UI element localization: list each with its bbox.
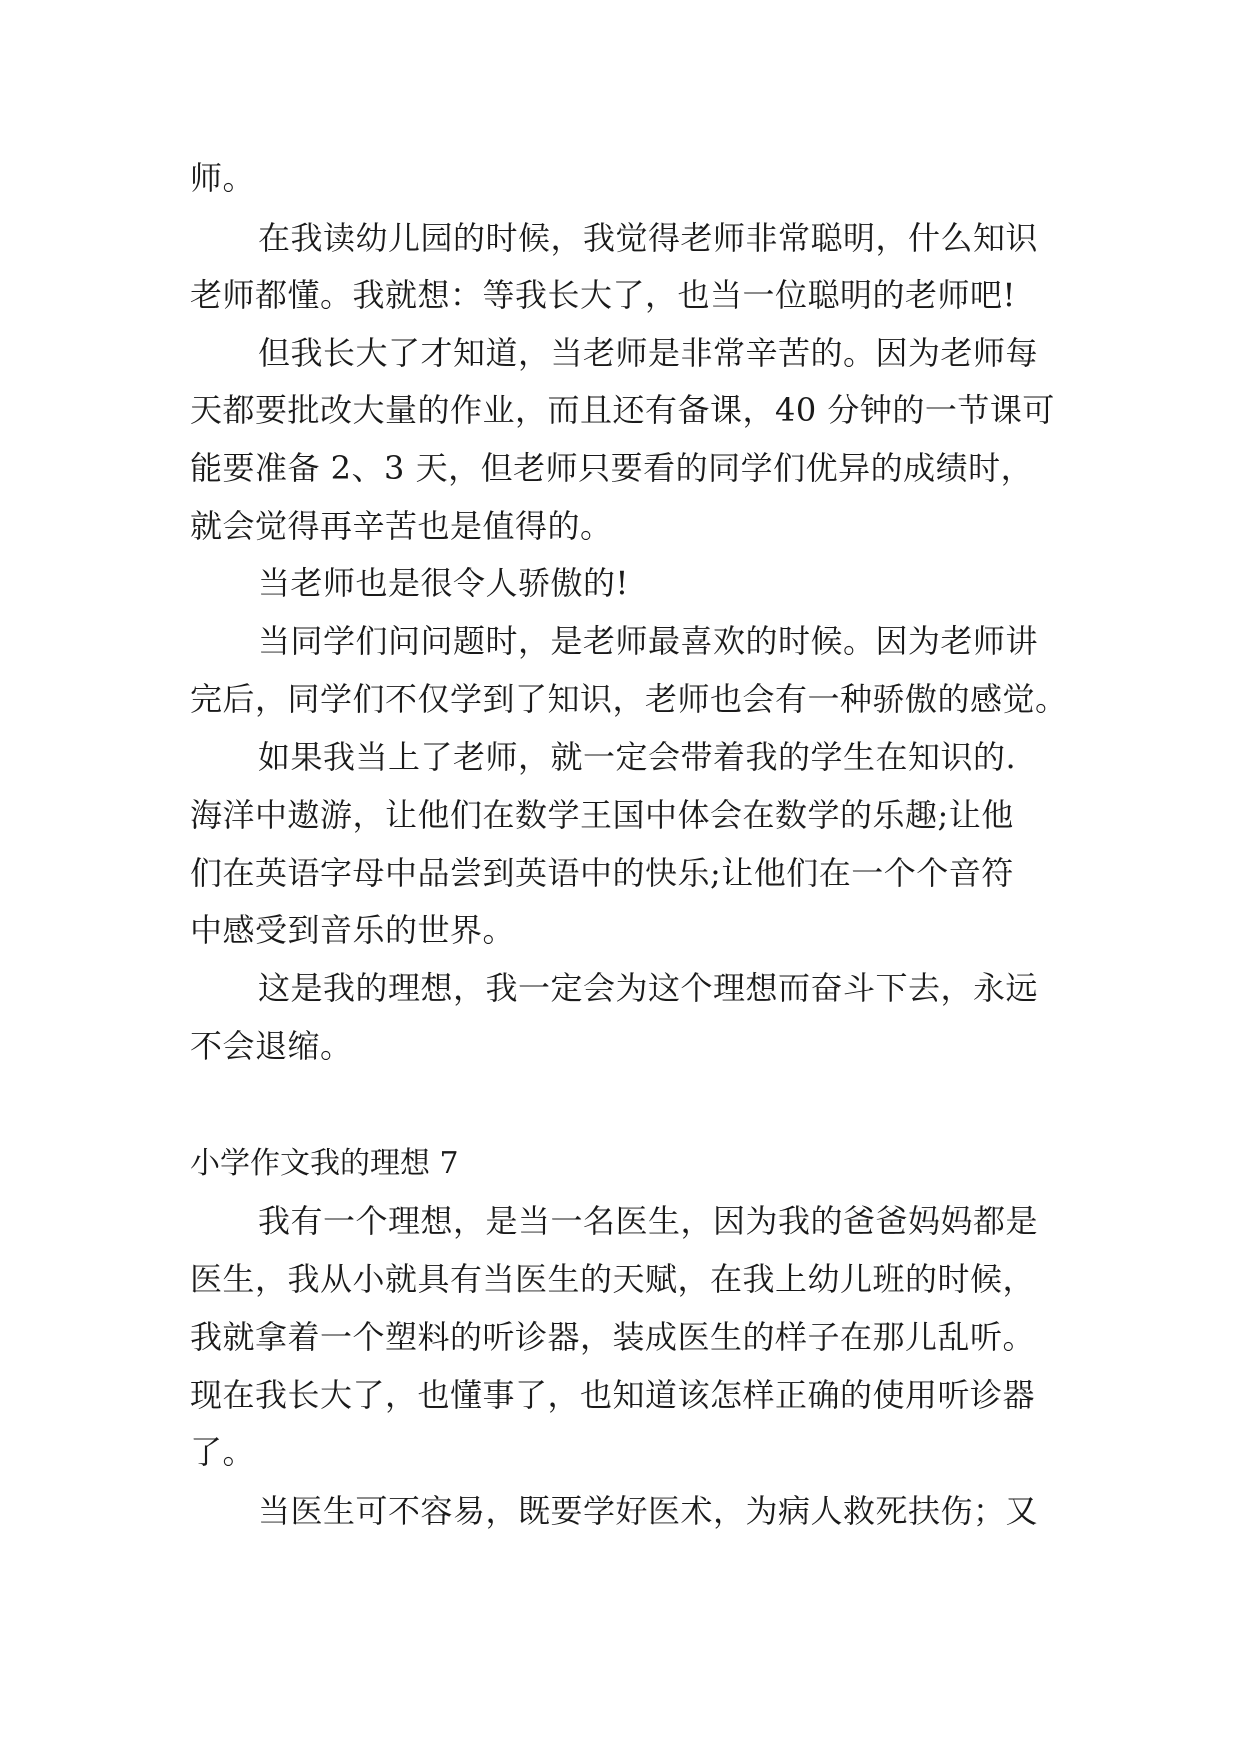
paragraph-line: 我有一个理想，是当一名医生，因为我的爸爸妈妈都是 xyxy=(258,1202,1039,1240)
text-line: 现在我长大了，也懂事了，也知道该怎样正确的使用听诊器 xyxy=(190,1376,1036,1414)
document-page xyxy=(190,0,1068,1754)
text-line: 中感受到音乐的世界。 xyxy=(190,911,516,949)
text-line: 能要准备 2、3 天，但老师只要看的同学们优异的成绩时， xyxy=(190,449,1034,487)
paragraph-line: 如果我当上了老师，就一定会带着我的学生在知识的. xyxy=(258,738,1017,776)
paragraph-line: 当老师也是很令人骄傲的! xyxy=(258,564,629,602)
text-line: 天都要批改大量的作业，而且还有备课，40 分钟的一节课可 xyxy=(190,391,1055,429)
text-line: 了。 xyxy=(190,1433,256,1471)
text-line: 不会退缩。 xyxy=(190,1027,353,1065)
text-line: 医生，我从小就具有当医生的天赋，在我上幼儿班的时候， xyxy=(190,1260,1036,1298)
text-line: 海洋中遨游，让他们在数学王国中体会在数学的乐趣;让他 xyxy=(190,796,1014,834)
text-line: 完后，同学们不仅学到了知识，老师也会有一种骄傲的感觉。 xyxy=(190,680,1068,718)
section-heading: 小学作文我的理想 7 xyxy=(190,1146,459,1181)
paragraph-line: 但我长大了才知道，当老师是非常辛苦的。因为老师每 xyxy=(258,334,1039,372)
paragraph-line: 在我读幼儿园的时候，我觉得老师非常聪明，什么知识 xyxy=(258,219,1039,257)
text-line: 们在英语字母中品尝到英语中的快乐;让他们在一个个音符 xyxy=(190,854,1014,892)
paragraph-line: 当同学们问问题时，是老师最喜欢的时候。因为老师讲 xyxy=(258,622,1039,660)
text-line: 老师都懂。我就想：等我长大了，也当一位聪明的老师吧! xyxy=(190,276,1016,314)
paragraph-line: 当医生可不容易，既要学好医术，为病人救死扶伤；又 xyxy=(258,1492,1039,1530)
text-line: 我就拿着一个塑料的听诊器，装成医生的样子在那儿乱听。 xyxy=(190,1318,1036,1356)
text-line: 就会觉得再辛苦也是值得的。 xyxy=(190,507,613,545)
text-line: 师。 xyxy=(190,159,256,197)
paragraph-line: 这是我的理想，我一定会为这个理想而奋斗下去，永远 xyxy=(258,969,1039,1007)
